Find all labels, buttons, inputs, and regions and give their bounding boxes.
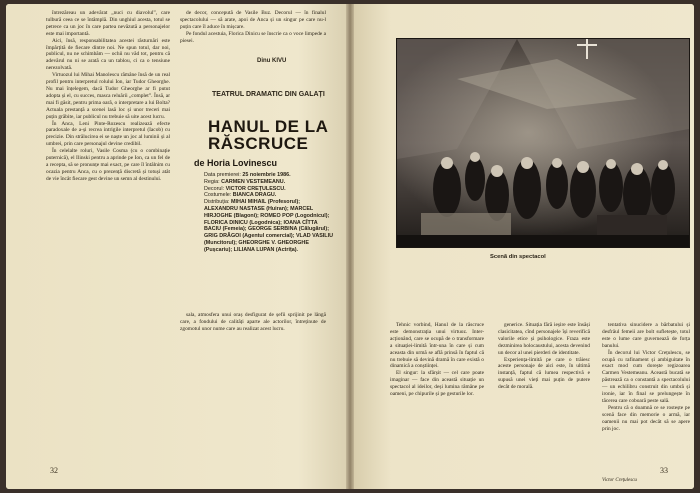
paragraph: El singur: la sfârșit — cel care poate imaginar — face din această situație un spectacol al ideilor, deși lumina rămâne pe oameni, pe chipurile și pe gesturile lor. <box>390 370 484 398</box>
paragraph: sala, atmosfera unui oraș desfigurat de șefii sprijinit pe lângă care, a fondului de calități aparte ale actorilor, întreținute de zgomotul unor nume care au realizat acest lucru. <box>180 312 326 332</box>
right-column-3 <box>602 322 690 489</box>
paragraph: tentativa sinucidere a bărbatului și desfrâul femeii are bolt sufletește, totul este o lume care guvernează de forța banului. <box>602 322 690 349</box>
play-title: HANUL DE LA RĂSCRUCE <box>208 117 328 153</box>
paragraph: Aici, însă, responsabilitatea acestei răsturnări este împărțită de fiecare dintre noi. Ne spun totul, dar noi, publicul, nu ne schimbăm — ochii nu văd tot, pentru că adevărul nu ni se arată ca un tablou, ci ca o tensiune nerezolvată. <box>46 37 170 72</box>
paragraph: În celelalte roluri, Vasile Cosma (cu o combinație puternică), el Ilinski pentru a aprinde pe Ion, ca un fel de a recepta, să se pronunțe mai exact, pe care îl întâlnim cu ocazia pentru Anca, cu o prezență discretă și totuși atât de vie încât fiecare gest devine un semn al destinului. <box>46 148 170 182</box>
credit-line <box>204 199 334 253</box>
credit-label: Regia: <box>204 178 222 185</box>
paragraph: generice. Situația fără ieșire este însăși clasicitatea, cînd personajele își reverifică valorile etice și psihologice. Fraza este dezminirea holocaustului, acesta devenind un decor al unei pierderi de identitate. <box>498 322 590 356</box>
right-page <box>350 4 694 489</box>
page-number-right: 33 <box>660 466 668 475</box>
credit-value: VICTOR CREȚULESCU. <box>225 185 286 192</box>
production-credits <box>204 172 334 254</box>
credit-line <box>204 186 334 193</box>
paragraph: În decorul lui Victor Crețulescu, se ocupă cu rafinament și ambiguitate în exact mod cum dorește regizoarea Carmen Vestemeanu. Această bucată se păstrează ca o constantă a spectacolului — un echilibru construit din umbră și ironie, iar în final se prelungește în tăcerea care coboară peste sală. <box>602 349 690 404</box>
credit-label: Distribuția: <box>204 199 231 206</box>
credit-value: CARMEN VESTEMEANU. <box>221 178 286 185</box>
right-signature: Victor Crețulescu <box>602 478 637 483</box>
right-column-2 <box>498 322 590 489</box>
credit-label: Data premierei: <box>204 172 243 178</box>
left-page <box>6 4 350 489</box>
page-number-left: 32 <box>50 466 58 475</box>
book-spread <box>6 4 694 489</box>
credit-value: 25 noiembrie 1986. <box>242 172 291 178</box>
left-column-2 <box>180 10 326 52</box>
book-gutter <box>346 4 354 489</box>
credit-line <box>204 192 334 199</box>
paragraph: Pentru că o doamnă ce se rostește pe scenă face din memorie o armă, iar oamenii nu mai pot decât să se apere prin joc. <box>602 404 690 432</box>
theatre-name: TEATRUL DRAMATIC DIN GALAȚI <box>212 91 325 98</box>
paragraph: Tehnic vorbind, Hanul de la răscruce este demonstrația unui virtuoz. Inter-acționând, care se ocupă de o transformare a situației-limită într-una în care și cum aceasta din urmă se află prinsă în faptul că nu trebuie să devină dramă în care există o dinamică a conștiinței. <box>390 322 484 370</box>
paragraph: Virtuozul lui Mihai Manolescu rămâne însă de un real profil pentru interpretul rolului Ion, iar Tudor Gheorghe. Nu mai înțelegem, dacă Tudor Gheorghe ar fi putut adopta și el, cu succes, masca reluării „complet”. Însă, ar mai fi găsit, pentru prima oară, o interpretare a lui Bolta? Actuala prestanță a scenei lasă loc și unor treceri mai puțin grăbite, iar publicul nu trebuie să uite acest lucru. <box>46 72 170 120</box>
credit-line <box>204 179 334 186</box>
photo-caption: Scenă din spectacol <box>490 254 546 260</box>
play-author: de Horia Lovinescu <box>194 158 278 168</box>
paragraph: Experiența-limită pe care o trăiesc aceste personaje de aici este, în ultimă instanță, faptul că lumea respectivă e supusă unei vieți mai puțin de putere decât de morală. <box>498 356 590 391</box>
credit-value: BIANCA DRAGU. <box>232 192 277 199</box>
right-column-1 <box>390 322 484 489</box>
credit-label: Costumele: <box>204 192 233 199</box>
left-column-2-lower <box>180 312 326 482</box>
paragraph: întrezăreau un adevărat „nuci cu diavolul”, care tulbură ceea ce se întâmplă. Din unghiul acesta, totul se petrece ca un joc în care partea nevăzută a personajelor este mai importantă. <box>46 10 170 37</box>
review-signature: Dinu KIVU <box>257 58 287 64</box>
credit-label: Decorul: <box>204 185 226 192</box>
left-column-1 <box>46 10 170 489</box>
paragraph: În Anca, Leni Pinte-Rozescu realizează efecte paradoxale de a-și recrea intrigile interpretul (Iacob) cu precizie. Din strălucirea ei se naște un joc al luminii și al umbrei, prin care personajul devine credibil. <box>46 120 170 148</box>
stage-scene-image <box>397 39 689 247</box>
credit-line <box>204 172 334 179</box>
stage-photo <box>396 38 690 248</box>
paragraph: Pe fondul acestuia, Florica Dinicu se înscrie ca o voce limpede a piesei. <box>180 30 326 44</box>
credit-value: MIHAI MIHAIL (Profesorul); ALEXANDRU NASTASE (Huiran); MARCEL HIRJOGHE (Blagoni); ROMEO POP (Logodnicul); FLORICA DINICU (Logodnica); IOANA CÎTTA BACIU (Femeia); GEORGE SERBINA (Călugărul); GRIG DRĂGOI (Agentul comercial); VLAD VASILIU (Muncitorul); GHEORGHE V. GHEORGHE (Pușcariu); LILIANA LUPAN (Actrița). <box>204 199 333 253</box>
paragraph: de decor, concepută de Vasile Buz. Decorul — în finalul spectacolului — să arate, apoi de Anca și un singur pe care nu-l puțin care îl aduce în mișcare. <box>180 10 326 30</box>
